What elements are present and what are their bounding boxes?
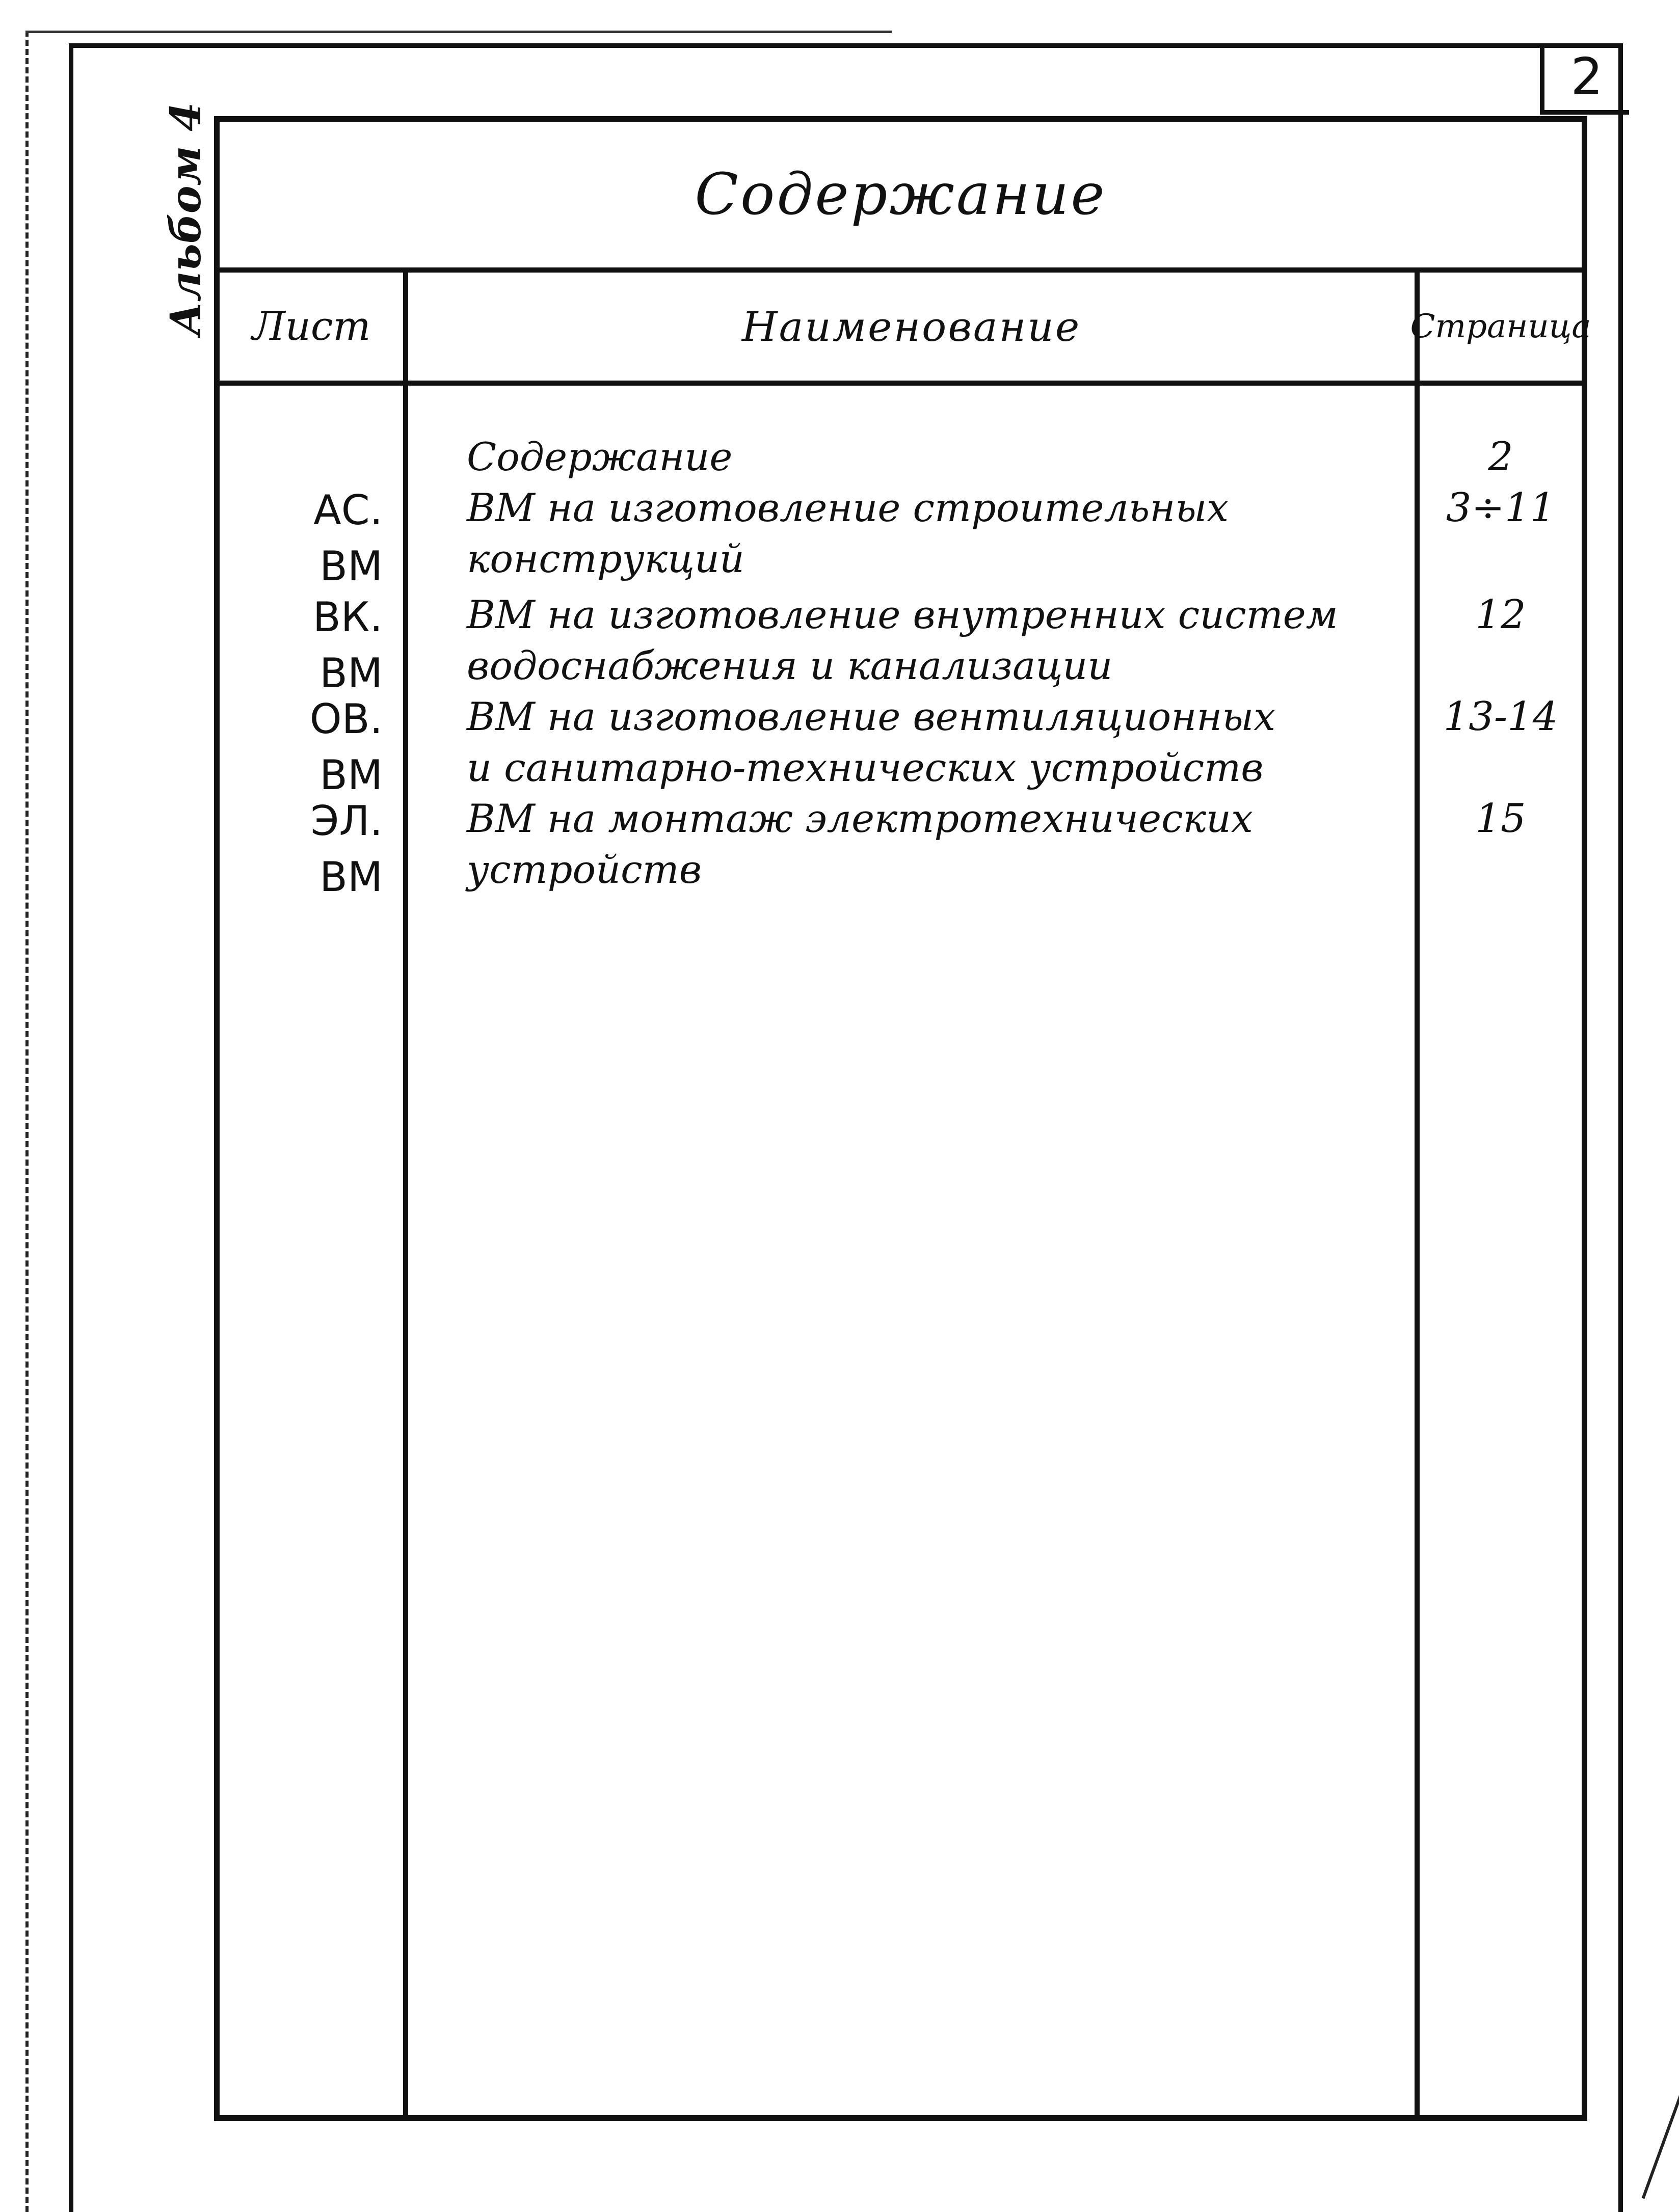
row-page: 3÷11 bbox=[1446, 485, 1556, 531]
header-sheet: Лист bbox=[252, 304, 371, 349]
pen-mark bbox=[1642, 2093, 1679, 2199]
row-page: 15 bbox=[1475, 796, 1526, 842]
row-page: 2 bbox=[1488, 434, 1513, 480]
sheet-number: 2 bbox=[1540, 43, 1629, 115]
row-name: Содержание bbox=[467, 434, 733, 479]
header-page: Страница bbox=[1420, 273, 1582, 381]
row-sheet-code: ОВ. ВМ bbox=[309, 695, 383, 799]
header-name: Наименование bbox=[741, 303, 1081, 350]
row-page: 13-14 bbox=[1443, 694, 1558, 740]
row-name: ВМ на изготовление строительных конструкций bbox=[467, 485, 1229, 581]
table-title-row bbox=[220, 122, 1582, 273]
row-sheet-code: АС. ВМ bbox=[313, 487, 383, 590]
page-title: Содержание bbox=[695, 161, 1107, 228]
row-sheet-code: ЭЛ. ВМ bbox=[310, 797, 383, 901]
contents-table bbox=[214, 116, 1591, 2121]
row-sheet-code: ВК. ВМ bbox=[312, 594, 383, 697]
row-name: ВМ на изготовление вентиляционных и санитарно-технических устройств bbox=[467, 694, 1276, 790]
top-margin-line bbox=[25, 31, 892, 33]
table-header-row bbox=[220, 273, 1591, 386]
column-divider-sheet bbox=[403, 273, 408, 2115]
row-name: ВМ на монтаж электротехнических устройств bbox=[467, 796, 1253, 892]
row-name: ВМ на изготовление внутренних систем водоснабжения и канализации bbox=[467, 592, 1338, 688]
album-label: Альбом 4 bbox=[162, 102, 210, 336]
row-page: 12 bbox=[1475, 592, 1526, 638]
binding-margin-line bbox=[25, 31, 29, 2212]
